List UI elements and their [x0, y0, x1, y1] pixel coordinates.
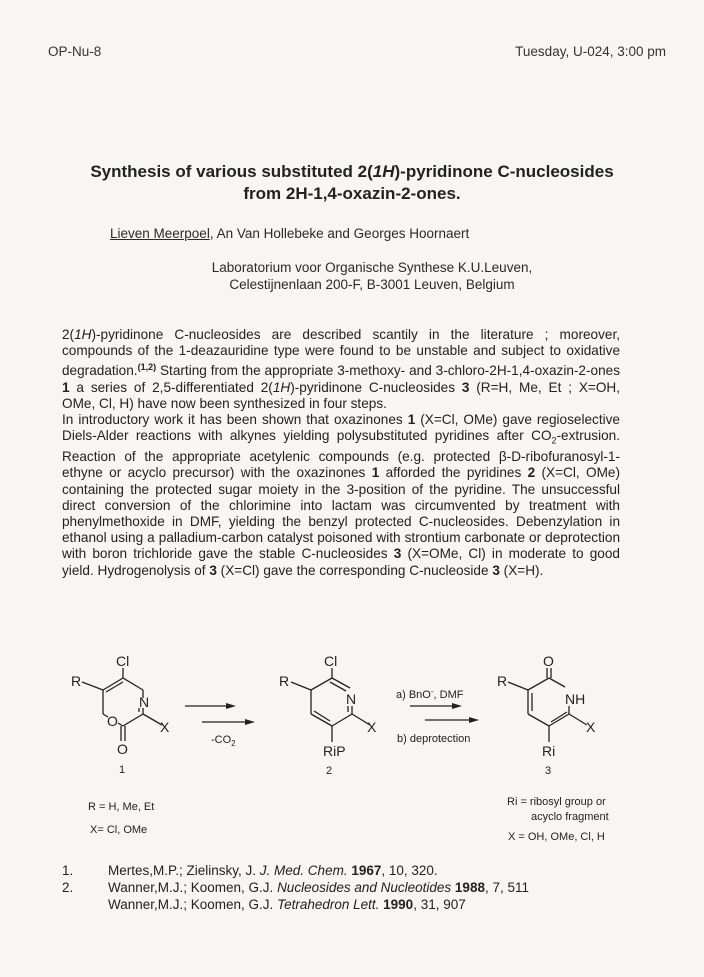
abstract-paragraph-1: [62, 327, 620, 412]
compound-ref: 3: [209, 562, 217, 578]
step-1-reagent: [211, 734, 236, 748]
atom-r: R: [71, 673, 82, 689]
paper-title-line-1: [0, 162, 704, 182]
compound-ref: 1: [371, 465, 380, 481]
reference-item: [62, 862, 529, 879]
ref-journal: Tetrahedron Lett.: [277, 897, 380, 912]
compound-3-label: 3: [545, 765, 552, 777]
step-2-arrows: [410, 706, 470, 720]
subscript: 2: [551, 435, 557, 446]
ref-volume-pages: , 31, 907: [413, 897, 466, 912]
citation: (1,2): [137, 362, 157, 373]
compound-2-label: 2: [326, 765, 333, 777]
ref-volume-pages: , 7, 511: [484, 880, 530, 895]
reagent-superscript: -: [430, 687, 434, 696]
arrow-head-icon: [245, 719, 255, 725]
atom-n: N: [139, 694, 150, 710]
text: (X=H).: [499, 562, 544, 578]
step-2-reagent-b: b) deprotection: [397, 733, 471, 745]
text: afforded the pyridines: [379, 465, 528, 481]
text: (X=Cl, OMe) gave regioselective Diels-Alder reactions with alkynes yielding polysubstituted pyridines after CO: [62, 412, 620, 444]
ref-year: 1967: [347, 863, 382, 878]
compound-1-r-condition: R = H, Me, Et: [88, 801, 155, 813]
atom-r: R: [279, 673, 290, 689]
compound-3-ri-condition: Ri = ribosyl group or: [507, 796, 606, 808]
reaction-scheme: [0, 650, 704, 850]
compound-ref: 3: [492, 562, 500, 578]
compound-ref: 3: [461, 379, 470, 395]
atom-o-carbonyl: O: [117, 741, 128, 757]
substituent-rip: RiP: [323, 743, 346, 759]
text: In introductory work it has been shown that oxazinones: [62, 412, 408, 428]
reference-text: [108, 879, 529, 896]
step-2-reagent-a: [396, 687, 464, 701]
atom-r: R: [497, 673, 508, 689]
co-authors: , An Van Hollebeke and Georges Hoornaert: [209, 226, 470, 241]
reference-number: [62, 896, 108, 913]
ref-authors: Wanner,M.J.; Koomen, G.J.: [108, 880, 278, 895]
compound-2-structure: [291, 668, 370, 742]
text: -extrusion. Reaction of the appropriate acetylenic compounds (e.g. protected β-D-ribofuranosyl-1-ethyne or acyclo precursor) with the oxazinones: [62, 428, 620, 481]
ref-journal: Nucleosides and Nucleotides: [277, 880, 452, 895]
reference-item: [62, 879, 529, 896]
text: a series of 2,5-differentiated 2(: [69, 379, 273, 395]
compound-ref: 2: [527, 465, 536, 481]
reagent-text: -CO: [211, 734, 232, 746]
compound-3-x-condition: X = OH, OMe, Cl, H: [508, 831, 605, 843]
ref-authors: Wanner,M.J.; Koomen, G.J.: [108, 897, 278, 912]
text: )-pyridinone C-nucleosides are described scantily in the literature ; moreover, compounds of the 1-deazauridine type were found to be unstable and subject to oxidative degradation.: [62, 327, 620, 379]
compound-ref: 1: [62, 379, 70, 395]
compound-1-structure: [82, 668, 162, 741]
atom-x: X: [367, 719, 377, 735]
compound-3-ri-condition-cont: acyclo fragment: [531, 811, 609, 823]
compound-ref: 1: [407, 412, 416, 428]
text: (R=H, Me, Et ; X=OH, OMe, Cl, H) have now been synthesized in four steps.: [62, 379, 621, 411]
session-code: OP-Nu-8: [48, 44, 102, 59]
session-schedule: Tuesday, U-024, 3:00 pm: [515, 44, 666, 59]
author-list: [110, 226, 469, 241]
presenting-author: Lieven Meerpoel: [110, 226, 210, 241]
paper-title-line-2: from 2H-1,4-oxazin-2-ones.: [243, 184, 461, 203]
text: 2(: [62, 327, 75, 342]
step-1-arrows: [185, 706, 248, 722]
affiliation-line-1: Laboratorium voor Organische Synthese K.U.Leuven,: [211, 260, 533, 275]
compound-1-label: 1: [119, 764, 126, 776]
abstract-body: [62, 327, 620, 579]
atom-o-ring: O: [107, 713, 118, 729]
reagent-subscript: 2: [231, 739, 236, 748]
atom-n: N: [346, 691, 357, 707]
reference-item: [62, 896, 529, 913]
reagent-text: a) BnO: [396, 689, 431, 701]
text: Starting from the appropriate 3-methoxy- and 3-chloro-2H-1,4-oxazin-2-ones: [156, 363, 620, 379]
ref-year: 1988: [451, 880, 485, 895]
affiliation-line-2: Celestijnenlaan 200-F, B-3001 Leuven, Belgium: [229, 277, 515, 292]
text: (X=Cl, OMe) containing the protected sugar moiety in the 3-position of the pyridine. The unsuccessful direct conversion of the chlorimine into lactam was circumvented by treatment with phenylmethoxide in DMF, yielding the benzyl protected C-nucleosides. Debenzylation in ethanol using a palladium-carbon catalyst poisoned with strontium carbonate or deprotection with boron trichloride gave the stable C-nucleosides: [62, 465, 621, 562]
ref-authors: Mertes,M.P.; Zielinsky, J.: [108, 863, 260, 878]
abstract-paragraph-2: [62, 412, 620, 579]
text-italic: 1H: [74, 327, 92, 342]
reference-text: [108, 862, 438, 879]
title-text: )-pyridinone C-nucleosides: [394, 162, 614, 181]
reference-text: [108, 896, 466, 913]
compound-ref: 3: [393, 546, 402, 562]
text: (X=OMe, Cl) in moderate to good yield. Hydrogenolysis of: [62, 546, 620, 578]
atom-nh: NH: [565, 691, 586, 707]
reference-number: 2.: [62, 880, 74, 895]
atom-cl: Cl: [116, 653, 130, 669]
atom-o: O: [543, 653, 554, 669]
compound-1-x-condition: X= Cl, OMe: [90, 824, 148, 836]
arrow-head-icon: [469, 717, 479, 723]
reagent-text: , DMF: [433, 689, 464, 701]
text: )-pyridinone C-nucleosides: [290, 379, 462, 395]
ref-year: 1990: [379, 897, 414, 912]
arrow-head-icon: [452, 703, 462, 709]
text: (X=Cl) gave the corresponding C-nucleoside: [216, 562, 493, 578]
atom-cl: Cl: [324, 653, 338, 669]
text-italic: 1H: [272, 379, 291, 395]
atom-x: X: [586, 719, 596, 735]
references: [62, 862, 529, 913]
substituent-ri: Ri: [542, 743, 556, 759]
atom-x: X: [160, 719, 170, 735]
ref-volume-pages: , 10, 320.: [381, 863, 438, 878]
reference-number: 1.: [62, 863, 74, 878]
title-text: Synthesis of various substituted 2(: [90, 162, 373, 181]
arrow-head-icon: [226, 703, 236, 709]
title-italic: 1H: [372, 162, 395, 181]
ref-journal: J. Med. Chem.: [259, 863, 348, 878]
